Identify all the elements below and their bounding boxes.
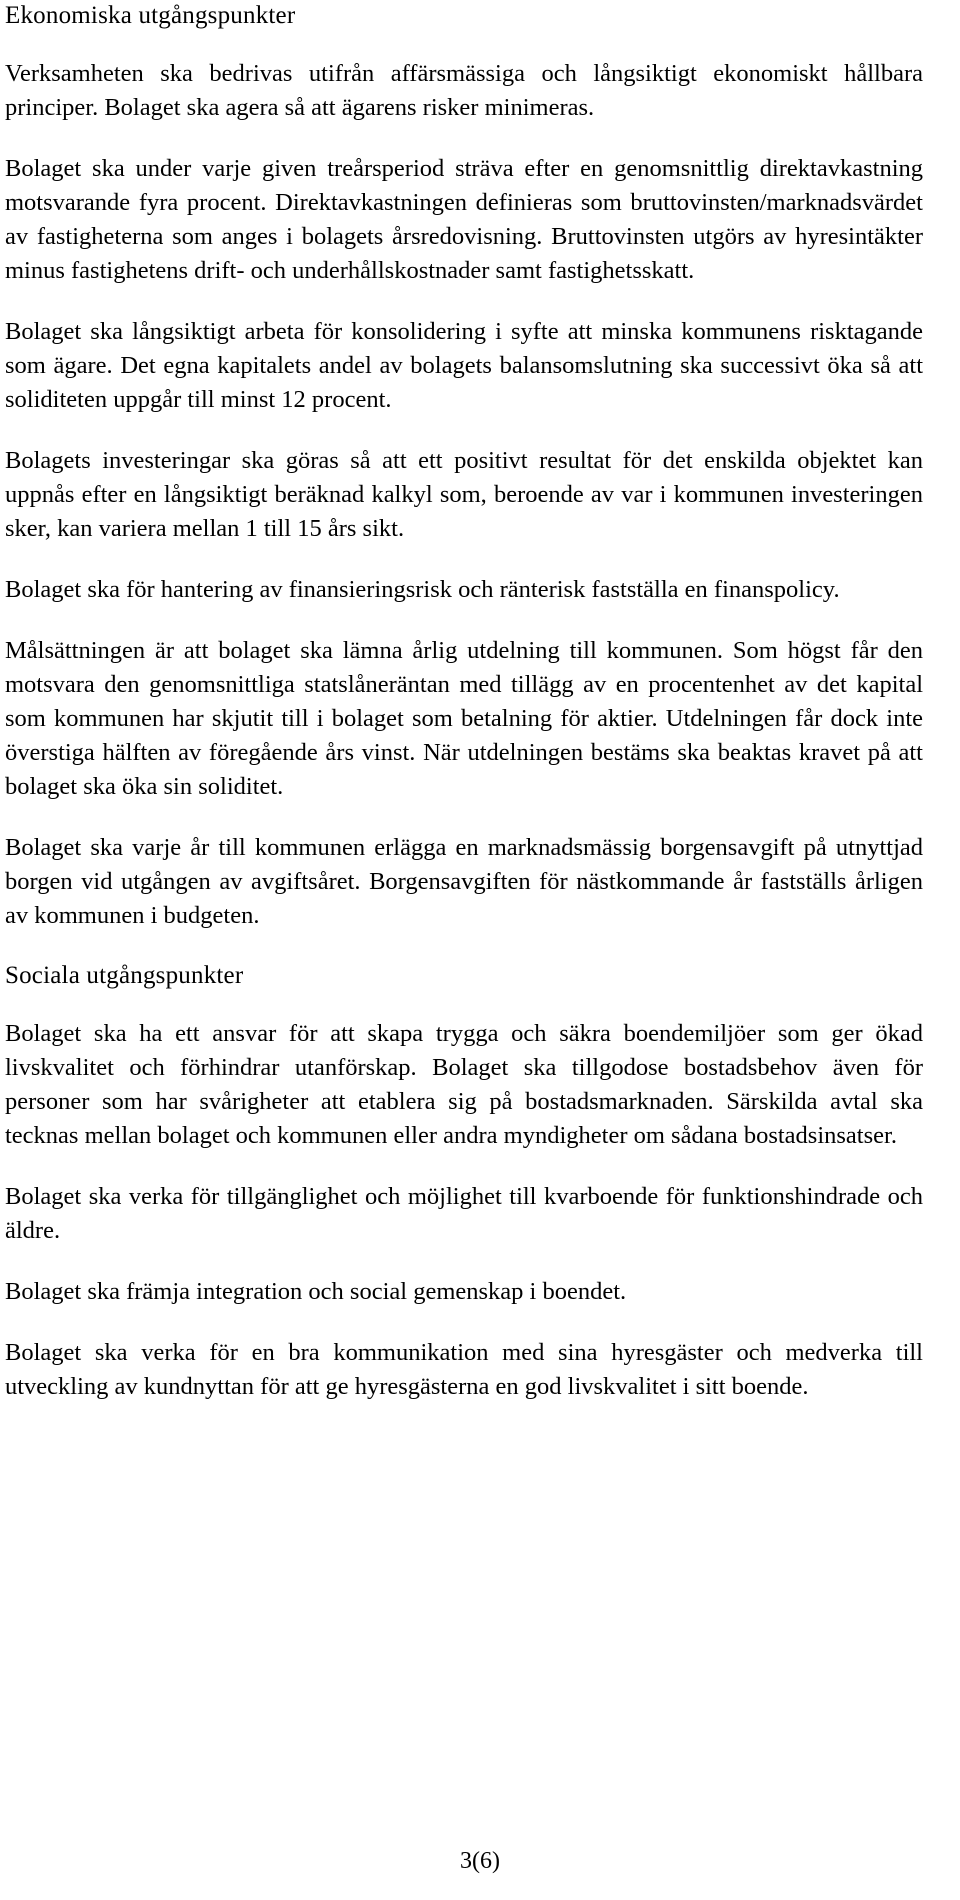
paragraph-social-3: Bolaget ska främja integration och social gemenskap i boendet. [5,1278,627,1305]
paragraph-economic-5: Bolaget ska för hantering av finansieringsrisk och ränterisk fastställa en finanspolicy. [5,576,840,603]
page-number: 3(6) [460,1848,500,1874]
paragraph-economic-2: Bolaget ska under varje given treårsperiod sträva efter en genomsnittlig direktavkastning motsvarande fyra procent. Direktavkastningen definieras som bruttovinsten/marknadsvärdet av fastigheterna som anges i bolagets årsredovisning. Bruttovinsten utgörs av hyresintäkter minus fastighetens drift- och underhållskostnader samt fastighetsskatt. [5,155,923,284]
paragraph-economic-3: Bolaget ska långsiktigt arbeta för konsolidering i syfte att minska kommunens risktagande som ägare. Det egna kapitalets andel av bolagets balansomslutning ska successivt öka så att soliditeten uppgår till minst 12 procent. [5,318,923,413]
paragraph-social-2: Bolaget ska verka för tillgänglighet och möjlighet till kvarboende för funktionshindrade och äldre. [5,1183,923,1244]
paragraph-economic-7: Bolaget ska varje år till kommunen erlägga en marknadsmässig borgensavgift på utnyttjad borgen vid utgången av avgiftsåret. Borgensavgiften för nästkommande år fastställs årligen av kommunen i budgeten. [5,834,923,929]
paragraph-economic-6: Målsättningen är att bolaget ska lämna årlig utdelning till kommunen. Som högst får den motsvara den genomsnittliga statslåneräntan med tillägg av en procentenhet av det kapital som kommunen har skjutit till i bolaget som betalning för aktier. Utdelningen får dock inte överstiga hälften av föregående års vinst. När utdelningen bestäms ska beaktas kravet på att bolaget ska öka sin soliditet. [5,637,923,800]
section-heading-economic: Ekonomiska utgångspunkter [5,2,296,29]
section-heading-social: Sociala utgångspunkter [5,962,244,989]
paragraph-social-4: Bolaget ska verka för en bra kommunikation med sina hyresgäster och medverka till utveckling av kundnyttan för att ge hyresgästerna en god livskvalitet i sitt boende. [5,1339,923,1400]
page-content [5,0,923,1431]
paragraph-social-1: Bolaget ska ha ett ansvar för att skapa trygga och säkra boendemiljöer som ger ökad livskvalitet och förhindrar utanförskap. Bolaget ska tillgodose bostadsbehov även för personer som har svårigheter att etablera sig på bostadsmarknaden. Särskilda avtal ska tecknas mellan bolaget och kommunen eller andra myndigheter om sådana bostadsinsatser. [5,1020,923,1149]
paragraph-economic-4: Bolagets investeringar ska göras så att ett positivt resultat för det enskilda objektet kan uppnås efter en långsiktigt beräknad kalkyl som, beroende av var i kommunen investeringen sker, kan variera mellan 1 till 15 års sikt. [5,447,923,542]
paragraph-economic-1: Verksamheten ska bedrivas utifrån affärsmässiga och långsiktigt ekonomiskt hållbara principer. Bolaget ska agera så att ägarens risker minimeras. [5,60,923,121]
